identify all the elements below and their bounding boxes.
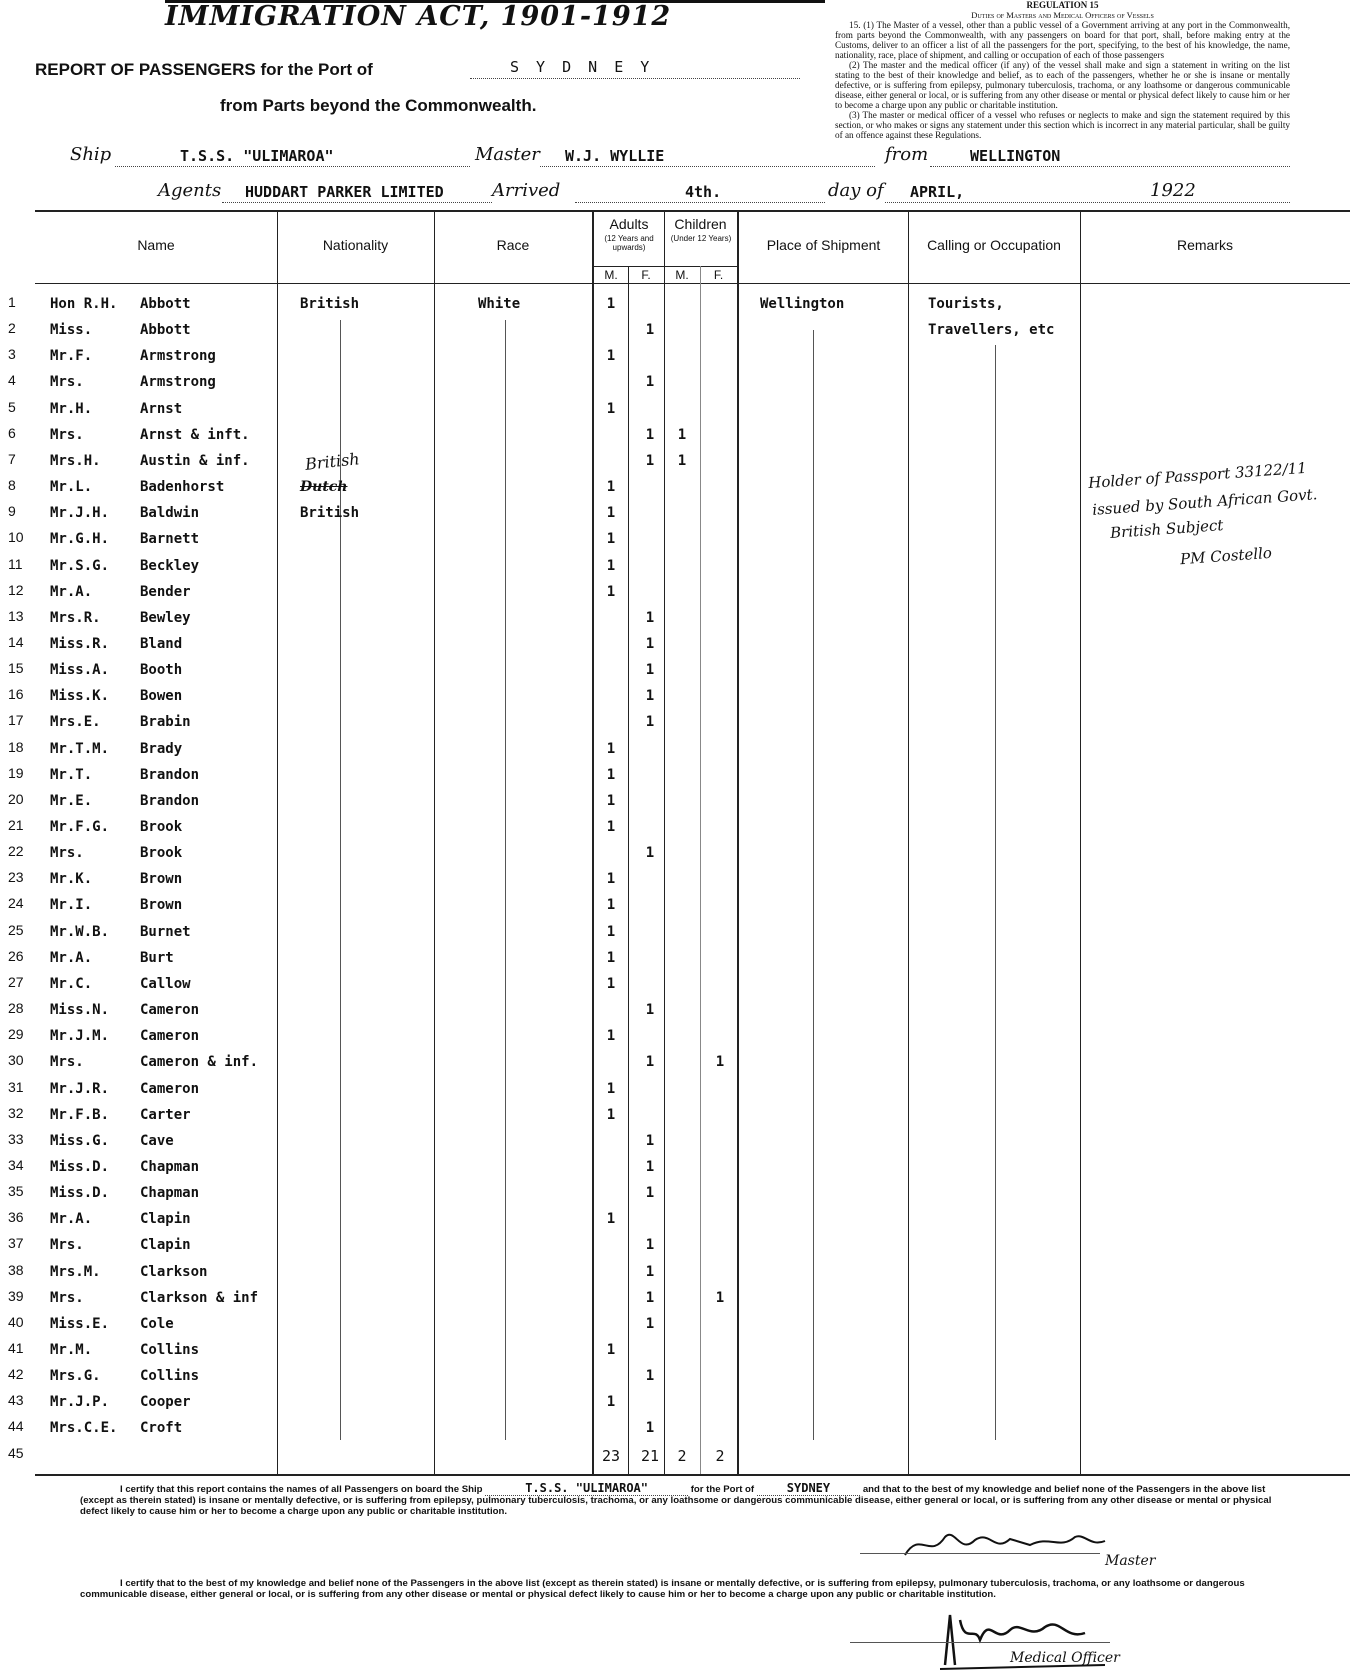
adult-male-cell: 1: [606, 348, 616, 365]
row-number: 21: [8, 817, 24, 833]
adult-female-cell: 1: [645, 714, 655, 731]
adult-male-cell: 1: [606, 1342, 616, 1358]
master-cert-text-b: for the Port of: [690, 1484, 755, 1495]
name-title-cell: Mr.F.: [50, 348, 93, 365]
row-number: 40: [8, 1313, 24, 1330]
name-surname-cell: Callow: [140, 975, 191, 992]
name-title-cell: Miss.N.: [50, 1002, 110, 1019]
calling-cell: Travellers, etc: [928, 322, 1055, 339]
adult-male-cell: 1: [606, 1028, 616, 1045]
remarks-note-3: British Subject: [1109, 516, 1224, 542]
adult-male-cell: 1: [606, 400, 616, 417]
row-number: 20: [8, 790, 24, 807]
name-surname-cell: Booth: [140, 662, 183, 679]
name-surname-cell: Collins: [140, 1368, 200, 1385]
child-male-cell: 2: [677, 1446, 687, 1465]
header-calling: Calling or Occupation: [927, 237, 1061, 253]
name-title-cell: Mr.S.G.: [50, 557, 110, 574]
row-number: 5: [8, 398, 16, 415]
name-title-cell: Mr.M.: [50, 1342, 93, 1358]
report-line: REPORT OF PASSENGERS for the Port of: [35, 60, 373, 79]
name-surname-cell: Brady: [140, 740, 183, 757]
master-value: W.J. WYLLIE: [565, 147, 665, 165]
regulation-number: REGULATION 15: [1026, 0, 1099, 10]
adult-male-cell: 1: [606, 819, 616, 835]
name-surname-cell: Clarkson & inf: [140, 1289, 259, 1306]
adult-female-cell: 1: [645, 1263, 655, 1280]
name-surname-cell: Brandon: [140, 766, 200, 783]
adult-male-cell: 1: [606, 531, 616, 548]
name-title-cell: Mr.A.: [50, 949, 93, 966]
col-divider-nationality: [277, 210, 278, 1474]
row-number: 11: [8, 555, 23, 572]
name-surname-cell: Burnet: [140, 923, 191, 940]
name-surname-cell: Barnett: [140, 531, 200, 548]
row-number: 18: [8, 738, 24, 755]
name-title-cell: Mr.I.: [50, 897, 93, 914]
adult-female-cell: 1: [645, 426, 655, 443]
header-nationality: Nationality: [322, 237, 389, 253]
name-surname-cell: Abbott: [140, 322, 191, 339]
header-adult-m: M.: [604, 268, 618, 282]
place-cell: Wellington: [760, 296, 845, 312]
regulation-block: [835, 0, 1290, 140]
nationality-cell: British: [300, 505, 360, 522]
act-title: IMMIGRATION ACT, 1901-1912: [165, 0, 825, 31]
header-child-m: M.: [675, 268, 689, 282]
name-title-cell: Mr.J.P.: [50, 1394, 110, 1411]
name-title-cell: Miss.R.: [50, 635, 110, 652]
header-adult-f: F.: [641, 268, 651, 282]
row-number: 6: [8, 424, 16, 441]
mf-header-rule: [593, 266, 738, 267]
name-title-cell: Mr.T.M.: [50, 740, 110, 757]
name-surname-cell: Brown: [140, 871, 183, 888]
name-surname-cell: Cameron & inf.: [140, 1054, 259, 1071]
name-surname-cell: Arnst: [140, 400, 183, 417]
adult-female-cell: 1: [645, 1237, 655, 1254]
adult-male-cell: 1: [606, 1106, 616, 1123]
regulation-para-3: (3) The master or medical officer of a vessel who refuses or neglects to make and sign the statement required by this section, or who makes or signs any statement under this section which is incorrect in any material particular, shall be guilty of an offence against these Regulations.: [835, 110, 1290, 140]
adult-male-cell: 1: [606, 740, 616, 757]
row-number: 8: [8, 477, 16, 494]
adult-male-cell: 1: [606, 505, 616, 522]
child-female-cell: 2: [715, 1446, 725, 1465]
name-surname-cell: Brabin: [140, 714, 191, 731]
adult-male-cell: 1: [606, 923, 616, 940]
name-title-cell: Hon R.H.: [50, 296, 118, 312]
race-cell: White: [478, 296, 521, 312]
name-surname-cell: Cameron: [140, 1002, 200, 1019]
name-surname-cell: Clapin: [140, 1237, 191, 1254]
name-surname-cell: Bland: [140, 635, 183, 652]
table-bottom-rule: [35, 1474, 1350, 1476]
adult-male-cell: 1: [606, 296, 616, 312]
calling-ditto-line: [995, 345, 996, 1440]
adult-female-cell: 1: [645, 1158, 655, 1175]
from-parts-line: from Parts beyond the Commonwealth.: [220, 96, 537, 115]
name-title-cell: Mr.C.: [50, 975, 93, 992]
adult-female-cell: 1: [645, 635, 655, 652]
adult-male-cell: 1: [606, 583, 616, 600]
row-number: 27: [8, 973, 24, 990]
name-title-cell: Mr.J.H.: [50, 505, 110, 522]
remarks-note-1: Holder of Passport 33122/11: [1087, 458, 1308, 493]
row-number: 13: [8, 607, 24, 624]
day-value: 4th.: [685, 183, 722, 201]
name-title-cell: Mrs.G.: [50, 1368, 101, 1385]
calling-cell: Tourists,: [928, 296, 1004, 312]
name-surname-cell: Cameron: [140, 1028, 200, 1045]
name-surname-cell: Armstrong: [140, 374, 216, 391]
from-label: from: [885, 144, 929, 165]
header-remarks: Remarks: [1176, 237, 1233, 253]
ship-label: Ship: [70, 144, 112, 165]
name-surname-cell: Clapin: [140, 1211, 191, 1228]
agents-value: HUDDART PARKER LIMITED: [245, 183, 444, 201]
adult-female-cell: 1: [645, 1002, 655, 1019]
name-surname-cell: Baldwin: [140, 505, 200, 522]
agents-label: Agents: [158, 180, 222, 201]
master-signature: [900, 1525, 1130, 1569]
medical-officer-label: Medical Officer: [1010, 1650, 1120, 1666]
col-divider-place: [737, 210, 739, 1474]
row-number: 38: [8, 1261, 24, 1278]
name-surname-cell: Badenhorst: [140, 479, 225, 496]
master-certification: [80, 1483, 1280, 1517]
adult-male-cell: 1: [606, 1080, 616, 1097]
nationality-cell: Dutch: [300, 479, 348, 496]
row-number: 14: [8, 633, 24, 650]
name-surname-cell: Croft: [140, 1420, 183, 1437]
row-number: 35: [8, 1183, 24, 1200]
col-divider-adult-f: [628, 266, 629, 1474]
name-surname-cell: Chapman: [140, 1158, 200, 1175]
col-divider-calling: [908, 210, 909, 1474]
header-child-f: F.: [713, 268, 724, 282]
name-title-cell: Miss.D.: [50, 1185, 110, 1202]
arrived-label: Arrived: [492, 180, 561, 201]
row-number: 12: [8, 581, 24, 598]
row-number: 1: [8, 294, 16, 310]
row-number: 16: [8, 686, 24, 703]
nationality-correction: British: [304, 449, 361, 474]
header-adults: Adults: [609, 216, 649, 232]
adult-female-cell: 1: [645, 1368, 655, 1385]
row-number: 26: [8, 947, 24, 964]
row-number: 36: [8, 1209, 24, 1226]
adult-female-cell: 1: [645, 1420, 655, 1437]
row-number: 44: [8, 1418, 24, 1435]
row-number: 42: [8, 1366, 24, 1383]
name-title-cell: Mr.G.H.: [50, 531, 110, 548]
name-title-cell: Mr.T.: [50, 766, 93, 783]
adult-male-cell: 1: [606, 1394, 616, 1411]
row-number: 25: [8, 921, 24, 938]
child-female-cell: 1: [715, 1289, 725, 1306]
name-title-cell: Mrs.: [50, 426, 84, 443]
name-surname-cell: Cave: [140, 1132, 174, 1149]
ship-value: T.S.S. "ULIMAROA": [180, 147, 334, 165]
name-surname-cell: Brandon: [140, 792, 200, 809]
name-title-cell: Mrs.: [50, 1237, 84, 1254]
name-surname-cell: Bowen: [140, 688, 183, 705]
adult-male-cell: 1: [606, 975, 616, 992]
name-title-cell: Mr.F.G.: [50, 819, 110, 835]
name-surname-cell: Chapman: [140, 1185, 200, 1202]
adult-male-cell: 1: [606, 1211, 616, 1228]
port-value: S Y D N E Y: [510, 58, 654, 76]
place-ditto-line: [813, 330, 814, 1440]
name-title-cell: Mr.A.: [50, 1211, 93, 1228]
row-number: 37: [8, 1235, 24, 1252]
name-title-cell: Miss.D.: [50, 1158, 110, 1175]
adult-male-cell: 1: [606, 949, 616, 966]
adult-male-cell: 1: [606, 766, 616, 783]
year-value: 1922: [1150, 180, 1196, 201]
master-cert-ship: T.S.S. "ULIMAROA": [485, 1481, 688, 1496]
name-title-cell: Mrs.M.: [50, 1263, 101, 1280]
remarks-note-4: PM Costello: [1179, 543, 1273, 569]
adult-female-cell: 1: [645, 845, 655, 862]
name-title-cell: Miss.A.: [50, 662, 110, 679]
medical-certification: [80, 1578, 1280, 1600]
row-number: 4: [8, 372, 16, 389]
name-title-cell: Mr.E.: [50, 792, 93, 809]
row-number: 39: [8, 1287, 24, 1304]
name-title-cell: Miss.E.: [50, 1315, 110, 1332]
adult-male-cell: 23: [601, 1446, 621, 1465]
remarks-note-2: issued by South African Govt.: [1091, 485, 1318, 519]
medical-cert-text: I certify that to the best of my knowledge and belief none of the Passengers in the above list (except as therein stated) is insane or mentally defective, or is suffering from epilepsy, pulmonary tuberculosis, trachoma, or any loathsome or dangerous communicable disease, either general or local, or is suffering from any other disease or mental or physical defect likely to cause him or her to become a charge upon any public or charitable institution.: [80, 1578, 1245, 1600]
row-number: 9: [8, 503, 16, 520]
row-number: 7: [8, 450, 16, 467]
adult-male-cell: 1: [606, 479, 616, 496]
name-surname-cell: Brook: [140, 819, 183, 835]
row-number: 31: [8, 1078, 24, 1095]
table-header-rule: [35, 283, 1350, 284]
name-title-cell: Mr.K.: [50, 871, 93, 888]
row-number: 19: [8, 764, 24, 781]
adult-female-cell: 1: [645, 452, 655, 469]
master-cert-text-a: I certify that this report contains the names of all Passengers on board the Ship: [120, 1484, 483, 1495]
row-number: 2: [8, 320, 16, 337]
name-title-cell: Mrs.: [50, 845, 84, 862]
name-title-cell: Mrs.E.: [50, 714, 101, 731]
row-number: 3: [8, 346, 16, 363]
row-number: 30: [8, 1052, 24, 1069]
month-value: APRIL,: [910, 183, 965, 201]
adult-female-cell: 1: [645, 688, 655, 705]
name-surname-cell: Bender: [140, 583, 191, 600]
row-number: 29: [8, 1026, 24, 1043]
row-number: 15: [8, 660, 24, 677]
row-number: 33: [8, 1130, 24, 1147]
adult-female-cell: 1: [645, 374, 655, 391]
adult-male-cell: 1: [606, 871, 616, 888]
race-ditto-line: [505, 320, 506, 1440]
name-title-cell: Mrs.R.: [50, 609, 101, 626]
name-title-cell: Mr.W.B.: [50, 923, 110, 940]
row-number: 45: [8, 1444, 24, 1461]
name-title-cell: Mrs.: [50, 1289, 84, 1306]
col-divider-race: [434, 210, 435, 1474]
row-number: 32: [8, 1104, 24, 1121]
name-surname-cell: Bewley: [140, 609, 191, 626]
col-divider-child-f: [700, 266, 701, 1474]
name-surname-cell: Arnst & inft.: [140, 426, 250, 443]
row-number: 22: [8, 843, 24, 860]
from-value: WELLINGTON: [970, 147, 1061, 165]
adult-female-cell: 21: [640, 1446, 660, 1465]
name-title-cell: Miss.G.: [50, 1132, 110, 1149]
master-signature-line: [860, 1553, 1100, 1554]
name-title-cell: Mrs.C.E.: [50, 1420, 118, 1437]
adult-female-cell: 1: [645, 1054, 655, 1071]
name-title-cell: Mr.L.: [50, 479, 93, 496]
child-male-cell: 1: [677, 426, 687, 443]
name-surname-cell: Collins: [140, 1342, 200, 1358]
name-surname-cell: Burt: [140, 949, 174, 966]
name-title-cell: Mrs.: [50, 1054, 84, 1071]
name-title-cell: Mrs.H.: [50, 452, 101, 469]
adult-female-cell: 1: [645, 662, 655, 679]
adult-female-cell: 1: [645, 322, 655, 339]
name-surname-cell: Beckley: [140, 557, 200, 574]
name-surname-cell: Cole: [140, 1315, 174, 1332]
name-title-cell: Mr.J.R.: [50, 1080, 110, 1097]
row-number: 10: [8, 529, 24, 546]
col-divider-children: [664, 210, 665, 1474]
header-name: Name: [137, 237, 175, 253]
regulation-heading: Duties of Masters and Medical Officers of Vessels: [971, 10, 1154, 20]
name-title-cell: Mr.F.B.: [50, 1106, 110, 1123]
name-surname-cell: Austin & inf.: [140, 452, 250, 469]
col-divider-remarks: [1080, 210, 1081, 1474]
adult-female-cell: 1: [645, 1185, 655, 1202]
master-label: Master: [1105, 1553, 1156, 1569]
adult-female-cell: 1: [645, 1289, 655, 1306]
name-surname-cell: Armstrong: [140, 348, 216, 365]
adult-male-cell: 1: [606, 897, 616, 914]
name-title-cell: Mr.H.: [50, 400, 93, 417]
day-of-label: day of: [828, 180, 884, 201]
master-cert-text-c: and that to the best of my knowledge and belief none of the Passengers in the above list (except as therein stated) is insane or mentally defective, or is suffering from epilepsy, pulmonary tuberculosis, trachoma, or any loathsome or dangerous communicable disease, either general or local, or is suffering from any other disease or mental or physical defect likely to cause him or her to become a charge upon any public or charitable institution.: [80, 1484, 1272, 1517]
master-cert-port: SYDNEY: [757, 1481, 860, 1496]
adult-male-cell: 1: [606, 557, 616, 574]
nationality-cell: British: [300, 296, 360, 312]
adult-female-cell: 1: [645, 1132, 655, 1149]
name-surname-cell: Brown: [140, 897, 183, 914]
name-surname-cell: Brook: [140, 845, 183, 862]
name-title-cell: Mr.J.M.: [50, 1028, 110, 1045]
row-number: 43: [8, 1392, 24, 1409]
header-adults-sub: (12 Years and upwards): [604, 234, 654, 252]
child-female-cell: 1: [715, 1054, 725, 1071]
name-surname-cell: Carter: [140, 1106, 191, 1123]
name-title-cell: Mr.A.: [50, 583, 93, 600]
name-title-cell: Miss.: [50, 322, 93, 339]
row-number: 17: [8, 712, 24, 729]
name-title-cell: Mrs.: [50, 374, 84, 391]
name-surname-cell: Abbott: [140, 296, 191, 312]
name-surname-cell: Clarkson: [140, 1263, 208, 1280]
col-divider-adults: [592, 210, 594, 1474]
adult-female-cell: 1: [645, 609, 655, 626]
row-number: 28: [8, 1000, 24, 1017]
header-place: Place of Shipment: [766, 237, 881, 253]
row-number: 41: [8, 1340, 24, 1356]
medical-signature-line: [850, 1642, 1110, 1643]
master-label: Master: [475, 144, 540, 165]
name-surname-cell: Cameron: [140, 1080, 200, 1097]
row-number: 24: [8, 895, 24, 912]
regulation-para-2: (2) The master and the medical officer (if any) of the vessel shall make and sign a statement in writing on the list stating to the best of their knowledge and belief, as to each of the passengers, whether he or she is insane or mentally defective, or is suffering from epilepsy, pulmonary tuberculosis, trachoma, or any loathsome or dangerous communicable disease, either general or local, or is suffering from any other disease or mental or physical defect likely to cause him or her to become a charge upon any public or charitable institution.: [835, 60, 1290, 110]
header-children-sub: (Under 12 Years): [670, 234, 732, 243]
name-title-cell: Miss.K.: [50, 688, 110, 705]
row-number: 23: [8, 869, 24, 886]
adult-male-cell: 1: [606, 792, 616, 809]
header-children: Children: [674, 216, 727, 232]
name-surname-cell: Cooper: [140, 1394, 191, 1411]
header-race: Race: [496, 237, 530, 253]
adult-female-cell: 1: [645, 1315, 655, 1332]
row-number: 34: [8, 1156, 24, 1173]
regulation-para-1: 15. (1) The Master of a vessel, other than a public vessel of a Government arriving at any port in the Commonwealth, from parts beyond the Commonwealth, with any passengers on board for that port, shall, before making entry at the Customs, deliver to an officer a list of all the passengers for the port, specifying, to the best of his knowledge, the name, nationality, race, place of shipment, and calling or occupation of each of those passengers: [835, 20, 1290, 60]
child-male-cell: 1: [677, 452, 687, 469]
table-top-rule: [35, 210, 1350, 212]
